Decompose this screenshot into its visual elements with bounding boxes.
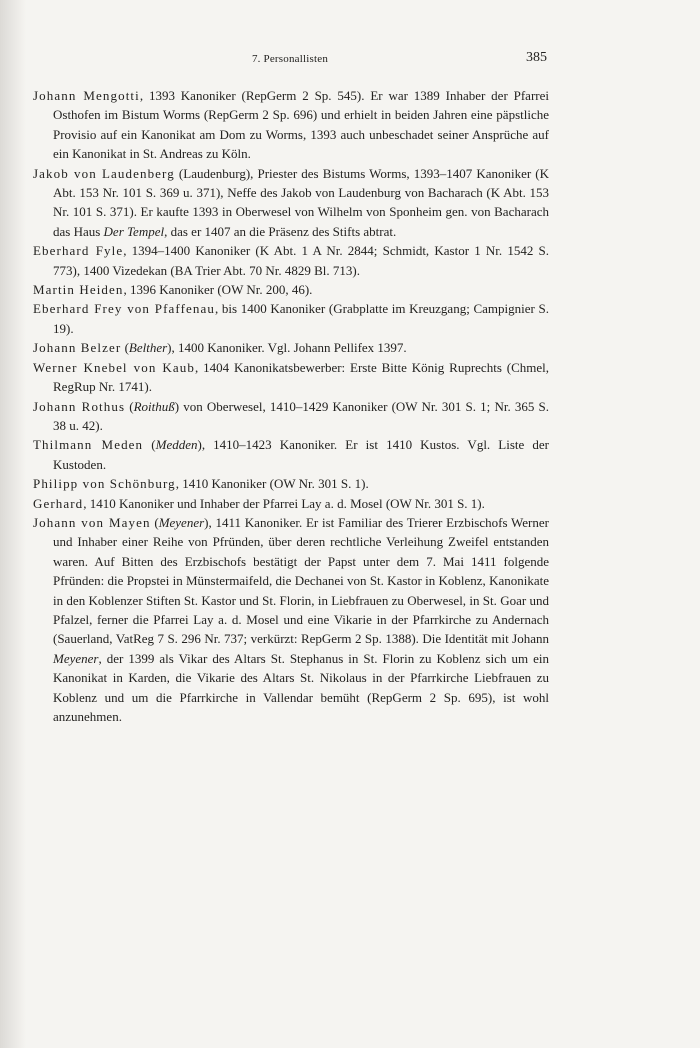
- entry-text: , 1410 Kanoniker (OW Nr. 301 S. 1).: [175, 476, 369, 492]
- list-item: [33, 299, 549, 338]
- entry-italic: Meyener: [53, 650, 99, 666]
- entry-text: , 1410 Kanoniker und Inhaber der Pfarrei Lay a. d. Mosel (OW Nr. 301 S. 1).: [83, 495, 485, 511]
- entry-text: , 1393 Kanoniker (RepGerm 2 Sp. 545). Er war 1389 Inhaber der Pfarrei Osthofen im Bistum Worms (RepGerm 2 Sp. 696) und erhielt in beiden Jahren eine päpstliche Provisio auf ein Kanonikat am Dom zu Worms, 1393 auch unbeschadet seiner Ansprüche auf ein Kanonikat in St. Andreas zu Köln.: [53, 88, 549, 162]
- personnel-list: [33, 86, 549, 726]
- entry-name: Johann von Mayen: [33, 514, 151, 530]
- list-item: [33, 513, 549, 726]
- entry-text: , 1394–1400 Kanoniker (K Abt. 1 A Nr. 2844; Schmidt, Kastor 1 Nr. 1542 S. 773), 1400 Vizedekan (BA Trier Abt. 70 Nr. 4829 Bl. 713).: [53, 243, 549, 278]
- list-item: [33, 358, 549, 397]
- entry-text: ), 1410–1423 Kanoniker. Er ist 1410 Kustos. Vgl. Liste der Kustoden.: [53, 437, 549, 472]
- page-number: 385: [526, 50, 547, 65]
- entry-text: , der 1399 als Vikar des Altars St. Stephanus in St. Florin zu Koblenz sich um ein Kanonikat in Karden, die Vikarie des Altars St. Nikolaus in der Pfarrkirche Liebfrauen zu Koblenz und um die Pfarrkirche in Vallendar bemüht (RepGerm 2 Sp. 695), ist wohl anzunehmen.: [53, 650, 549, 724]
- entry-name: Eberhard Frey von Pfaffenau: [33, 301, 215, 317]
- running-head: [33, 50, 547, 70]
- entry-name: Thilmann Meden: [33, 437, 144, 453]
- entry-italic: Der Tempel: [103, 223, 165, 239]
- entry-name: Gerhard: [33, 495, 84, 511]
- entry-italic: Meyener: [158, 514, 205, 530]
- running-title: 7. Personallisten: [251, 53, 329, 65]
- entry-text: (: [150, 514, 159, 530]
- entry-name: Jakob von Laudenberg: [33, 165, 175, 181]
- list-item: [33, 86, 549, 164]
- entry-name: Johann Mengotti: [33, 88, 140, 103]
- entry-text: (: [121, 340, 129, 356]
- entry-name: Martin Heiden: [33, 282, 124, 298]
- list-item: [33, 164, 549, 242]
- entry-italic: Roithuß: [133, 398, 175, 414]
- entry-name: Philipp von Schönburg: [33, 476, 176, 492]
- entry-text: , 1396 Kanoniker (OW Nr. 200, 46).: [123, 282, 313, 298]
- entry-text: ), 1411 Kanoniker. Er ist Familiar des Trierer Erzbischofs Werner und Inhaber einer Reihe von Pfründen, über deren rechtliche Verleihung Zweifel entstanden waren. Auf Bitten des Erzbischofs bestätigt der Papst unter dem 7. Mai 1411 folgende Pfründen: die Propstei in Münstermaifeld, die Dechanei von St. Kastor in Koblenz, Kanonikate in den Koblenzer Stiften St. Kastor und St. Florin, in Liebfrauen zu Oberwesel, in St. Goar und Pfalzel, ferner die Pfarrei Lay a. d. Mosel und eine Vikarie in der Pfarrkirche zu Andernach (Sauerland, VatReg 7 S. 296 Nr. 737; verkürzt: RepGerm 2 Sp. 1388). Die Identität mit Johann: [53, 514, 549, 647]
- list-item: [33, 241, 549, 280]
- entry-text: (Laudenburg), Priester des Bistums Worms, 1393–1407 Kanoniker (K Abt. 153 Nr. 101 S. 369 u. 371), Neffe des Jakob von Laudenburg von Bacharach (K Abt. 153 Nr. 101 S. 371). Er kaufte 1393 in Oberwesel von Wilhelm von Sponheim gen. von Bacharach das Haus: [53, 165, 549, 239]
- entry-text: ) von Oberwesel, 1410–1429 Kanoniker (OW Nr. 301 S. 1; Nr. 365 S. 38 u. 42).: [53, 398, 549, 433]
- entry-name: Eberhard Fyle: [33, 243, 124, 259]
- list-item: [33, 435, 549, 474]
- list-item: [33, 397, 549, 436]
- entry-italic: Belther: [128, 340, 168, 356]
- list-item: [33, 474, 549, 493]
- list-item: [33, 494, 549, 513]
- entry-text: (: [125, 398, 134, 414]
- entry-text: , das er 1407 an die Präsenz des Stifts abtrat.: [164, 223, 397, 239]
- entry-text: , bis 1400 Kanoniker (Grabplatte im Kreuzgang; Campignier S. 19).: [53, 301, 549, 336]
- page-gutter-shadow: [0, 0, 26, 1048]
- list-item: [33, 338, 549, 357]
- entry-name: Werner Knebel von Kaub: [33, 359, 195, 375]
- entry-text: (: [143, 437, 156, 453]
- list-item: [33, 280, 549, 299]
- entry-text: ), 1400 Kanoniker. Vgl. Johann Pellifex 1397.: [167, 340, 407, 356]
- entry-name: Johann Belzer: [33, 340, 122, 356]
- entry-text: , 1404 Kanonikatsbewerber: Erste Bitte König Ruprechts (Chmel, RegRup Nr. 1741).: [53, 359, 549, 395]
- entry-name: Johann Rothus: [33, 398, 126, 414]
- entry-italic: Medden: [155, 437, 198, 453]
